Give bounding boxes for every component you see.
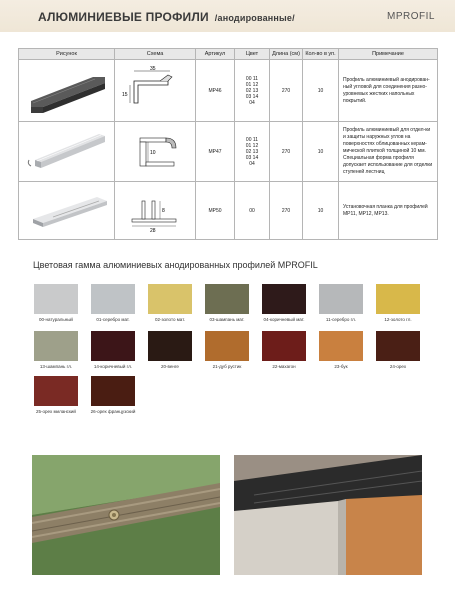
col-header: Цвет bbox=[235, 49, 270, 60]
color-swatch bbox=[205, 331, 249, 361]
article-cell: MP50 bbox=[196, 182, 235, 240]
product-image bbox=[19, 122, 115, 182]
swatch-label: 26-орех французский bbox=[90, 409, 136, 414]
article-cell: MP46 bbox=[196, 60, 235, 122]
stair-photo bbox=[234, 455, 422, 575]
palette-title: Цветовая гамма алюминиевых анодированных профилей MPROFIL bbox=[33, 260, 318, 270]
color-swatch bbox=[91, 376, 135, 406]
dim-label: 8 bbox=[162, 207, 165, 214]
qty-cell: 10 bbox=[303, 60, 339, 122]
note-cell: Установочная планка для профилей MP11, MP12, MP13. bbox=[339, 182, 438, 240]
product-table bbox=[18, 48, 438, 240]
swatch-label: 03-шампань мат. bbox=[209, 317, 245, 322]
swatch-label: 04-коричневый мат. bbox=[263, 317, 305, 322]
note-cell: Профиль алюминиевый для отдел-ки и защиты наружных углов на поверхностях облицованных керам-мической плиткой толщиной 10 мм. Специальная форма профиля допускает использование для отделки ступеней лестниц bbox=[339, 122, 438, 182]
swatch-label: 12-золото гл. bbox=[384, 317, 412, 322]
swatch-label: 24-орех bbox=[389, 364, 407, 369]
dim-label: 35 bbox=[150, 65, 156, 72]
profile-scheme bbox=[115, 60, 196, 122]
color-swatch bbox=[376, 331, 420, 361]
col-header: Артикул bbox=[196, 49, 235, 60]
dim-label: 10 bbox=[150, 149, 156, 156]
col-header: Кол-во в уп. bbox=[303, 49, 339, 60]
swatch-label: 25-орех миланский bbox=[36, 409, 76, 414]
article-cell: MP47 bbox=[196, 122, 235, 182]
qty-cell: 10 bbox=[303, 182, 339, 240]
color-swatch bbox=[262, 331, 306, 361]
color-swatch bbox=[262, 284, 306, 314]
color-codes: 00 bbox=[235, 182, 270, 240]
dim-label: 28 bbox=[150, 227, 156, 234]
threshold-photo bbox=[32, 455, 220, 575]
color-swatch bbox=[376, 284, 420, 314]
col-header: Схема bbox=[115, 49, 196, 60]
length-cell: 270 bbox=[270, 122, 303, 182]
swatch-label: 00-натуральный bbox=[39, 317, 73, 322]
color-swatch bbox=[91, 284, 135, 314]
brand-name: MPROFIL bbox=[387, 11, 435, 22]
length-cell: 270 bbox=[270, 60, 303, 122]
swatch-label: 23-бук bbox=[334, 364, 348, 369]
note-cell: Профиль алюминиевый анодирован-ный угловой для соединения разно-уровневых жестких напольных покрытий. bbox=[339, 60, 438, 122]
page-subtitle: /анодированные/ bbox=[214, 13, 295, 23]
dim-label: 15 bbox=[122, 91, 128, 98]
swatch-label: 01-серебро мат. bbox=[96, 317, 130, 322]
swatch-label: 11-серебро гл. bbox=[325, 317, 357, 322]
length-cell: 270 bbox=[270, 182, 303, 240]
qty-cell: 10 bbox=[303, 122, 339, 182]
profile-scheme bbox=[115, 122, 196, 182]
col-header: Примечание bbox=[339, 49, 438, 60]
col-header: Рисунок bbox=[19, 49, 115, 60]
color-codes: 00 11 01 12 02 13 03 14 04 bbox=[235, 60, 270, 122]
header-bar bbox=[0, 0, 455, 32]
color-swatch bbox=[34, 376, 78, 406]
page-title: АЛЮМИНИЕВЫЕ ПРОФИЛИ /анодированные/ bbox=[38, 10, 295, 24]
color-swatch bbox=[205, 284, 249, 314]
table-row bbox=[19, 182, 438, 240]
table-row bbox=[19, 60, 438, 122]
color-codes: 00 11 01 12 02 13 03 14 04 bbox=[235, 122, 270, 182]
swatch-label: 14-коричневый гл. bbox=[93, 364, 133, 369]
swatch-label: 21-дуб рустик bbox=[212, 364, 242, 369]
color-swatch bbox=[319, 284, 363, 314]
table-row bbox=[19, 122, 438, 182]
color-swatch bbox=[91, 331, 135, 361]
swatch-label: 20-венге bbox=[161, 364, 179, 369]
swatch-label: 13-шампань гл. bbox=[39, 364, 73, 369]
swatch-label: 02-золото мат. bbox=[154, 317, 186, 322]
color-swatch bbox=[34, 331, 78, 361]
col-header: Длина (см) bbox=[270, 49, 303, 60]
swatch-label: 22-махагон bbox=[272, 364, 296, 369]
color-swatch bbox=[34, 284, 78, 314]
profile-scheme bbox=[115, 182, 196, 240]
product-image bbox=[19, 182, 115, 240]
color-swatch bbox=[148, 331, 192, 361]
color-swatch bbox=[319, 331, 363, 361]
product-image bbox=[19, 60, 115, 122]
color-swatch bbox=[148, 284, 192, 314]
